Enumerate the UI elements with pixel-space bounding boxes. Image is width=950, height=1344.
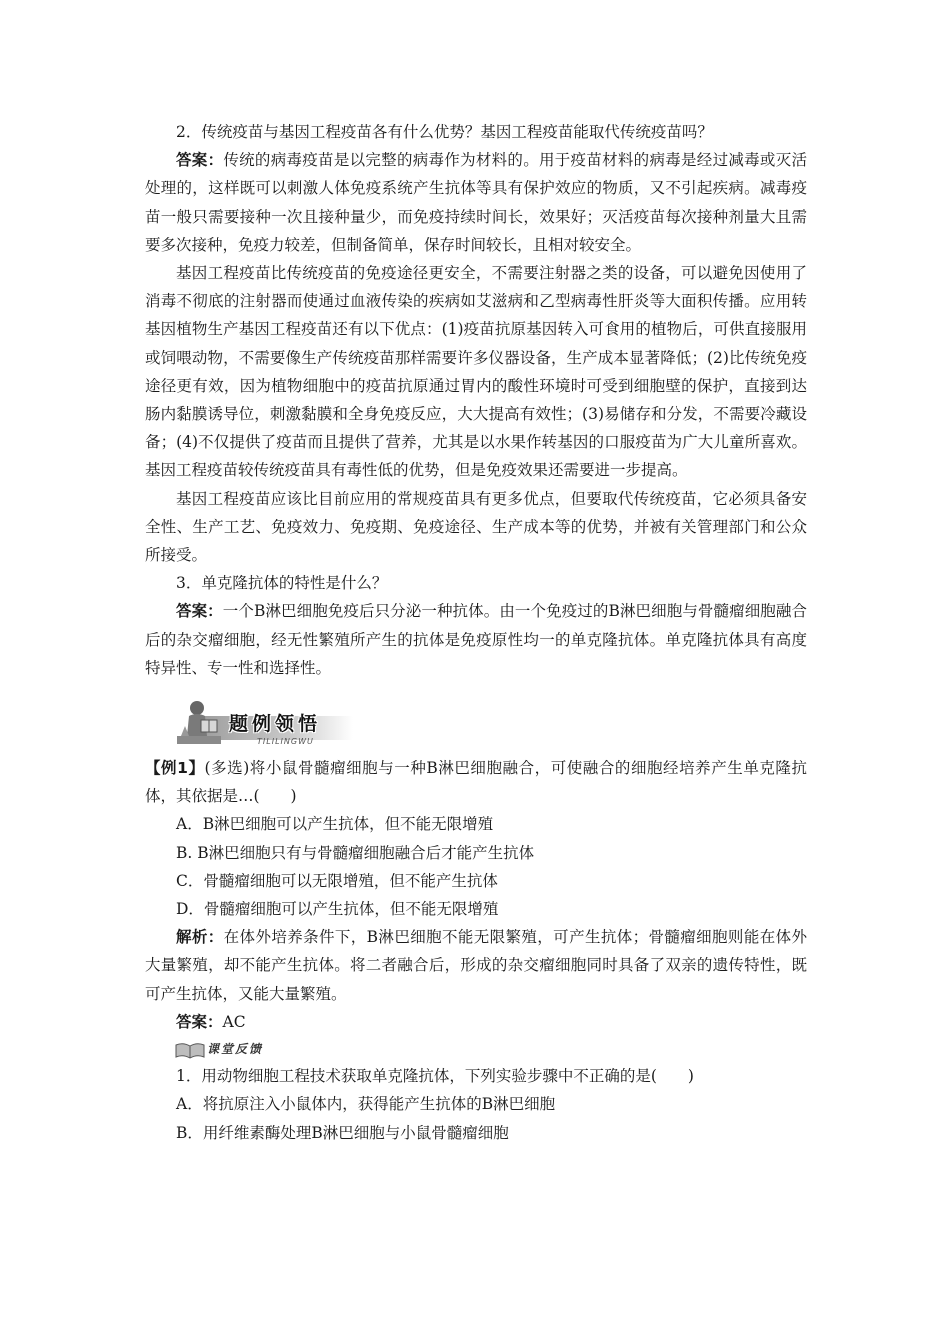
feedback-header [145,1036,807,1062]
question-3: 3．单克隆抗体的特性是什么？ [176,574,388,593]
document-body [145,118,807,1147]
answer-label: 答案： [176,151,224,170]
example-1-option-a: A．B淋巴细胞可以产生抗体，但不能无限增殖 [176,815,494,834]
answer-text: 一个B淋巴细胞免疫后只分泌一种抗体。由一个免疫过的B淋巴细胞与骨髓瘤细胞融合后的杂交瘤细胞，经无性繁殖所产生的抗体是免疫原性均一的单克隆抗体。单克隆抗体具有高度特异性、专一性和选择性。 [145,602,807,677]
question-2: 2．传统疫苗与基因工程疫苗各有什么优势？基因工程疫苗能取代传统疫苗吗？ [176,123,713,141]
section-banner [175,696,355,748]
example-1-option-d: D．骨髓瘤细胞可以产生抗体，但不能无限增殖 [176,900,499,919]
answer-2-paragraph-3: 基因工程疫苗应该比目前应用的常规疫苗具有更多优点，但要取代传统疫苗，它必须具备安全性、生产工艺、免疫效力、免疫期、免疫途径、生产成本等的优势，并被有关管理部门和公众所接受。 [145,489,807,565]
answer-3 [145,597,807,682]
analysis-label: 解析： [176,928,224,947]
banner-subtitle: TILILINGWU [257,737,314,747]
example-1-option-c: C．骨髓瘤细胞可以无限增殖，但不能产生抗体 [176,871,498,890]
example-1-option-b: B. B淋巴细胞只有与骨髓瘤细胞融合后才能产生抗体 [176,843,535,862]
answer-2-paragraph-1 [145,146,807,259]
example-1-analysis [145,923,807,1008]
feedback-question-1: 1．用动物细胞工程技术获取单克隆抗体，下列实验步骤中不正确的是( ) [176,1067,694,1086]
answer-label: 答案： [176,1012,223,1031]
answer-text: AC [222,1012,246,1031]
open-book-icon [175,1041,205,1059]
feedback-option-a: A．将抗原注入小鼠体内，获得能产生抗体的B淋巴细胞 [176,1095,556,1114]
example-stem-text: (多选)将小鼠骨髓瘤细胞与一种B淋巴细胞融合，可使融合的细胞经培养产生单克隆抗体，其依据是…( ) [145,759,807,806]
example-label: 【例1】 [145,759,205,778]
feedback-title: 课堂反馈 [207,1042,264,1057]
feedback-option-b: B．用纤维素酶处理B淋巴细胞与小鼠骨髓瘤细胞 [176,1123,509,1142]
analysis-text: 在体外培养条件下，B淋巴细胞不能无限繁殖，可产生抗体；骨髓瘤细胞则能在体外大量繁殖，却不能产生抗体。将二者融合后，形成的杂交瘤细胞同时具备了双亲的遗传特性，既可产生抗体，又能大量繁殖。 [145,928,807,1003]
section-banner-container [145,682,807,754]
reading-person-icon [175,696,223,746]
answer-2-paragraph-2: 基因工程疫苗比传统疫苗的免疫途径更安全，不需要注射器之类的设备，可以避免因使用了消毒不彻底的注射器而使通过血液传染的疾病如艾滋病和乙型病毒性肝炎等大面积传播。应用转基因植物生产基因工程疫苗还有以下优点：(1)疫苗抗原基因转入可食用的植物后，可供直接服用或饲喂动物，不需要像生产传统疫苗那样需要许多仪器设备，生产成本显著降低；(2)比传统免疫途径更有效，因为植物细胞中的疫苗抗原通过胃内的酸性环境时可受到细胞壁的保护，直接到达肠内黏膜诱导位，刺激黏膜和全身免疫反应，大大提高有效性；(3)易储存和分发，不需要冷藏设备；(4)不仅提供了疫苗而且提供了营养，尤其是以水果作转基因的口服疫苗为广大儿童所喜欢。基因工程疫苗较传统疫苗具有毒性低的优势，但是免疫效果还需要进一步提高。 [145,264,807,480]
answer-label: 答案： [176,602,223,621]
example-1-answer [145,1008,807,1036]
answer-text: 传统的病毒疫苗是以完整的病毒作为材料的。用于疫苗材料的病毒是经过减毒或灭活处理的，这样既可以刺激人体免疫系统产生抗体等具有保护效应的物质，又不引起疾病。减毒疫苗一般只需要接种一次且接种量少，而免疫持续时间长，效果好；灭活疫苗每次接种剂量大且需要多次接种，免疫力较差，但制备简单，保存时间较长，且相对较安全。 [145,151,807,254]
example-1-stem [145,754,807,810]
banner-title: 题例领悟 [229,713,322,736]
